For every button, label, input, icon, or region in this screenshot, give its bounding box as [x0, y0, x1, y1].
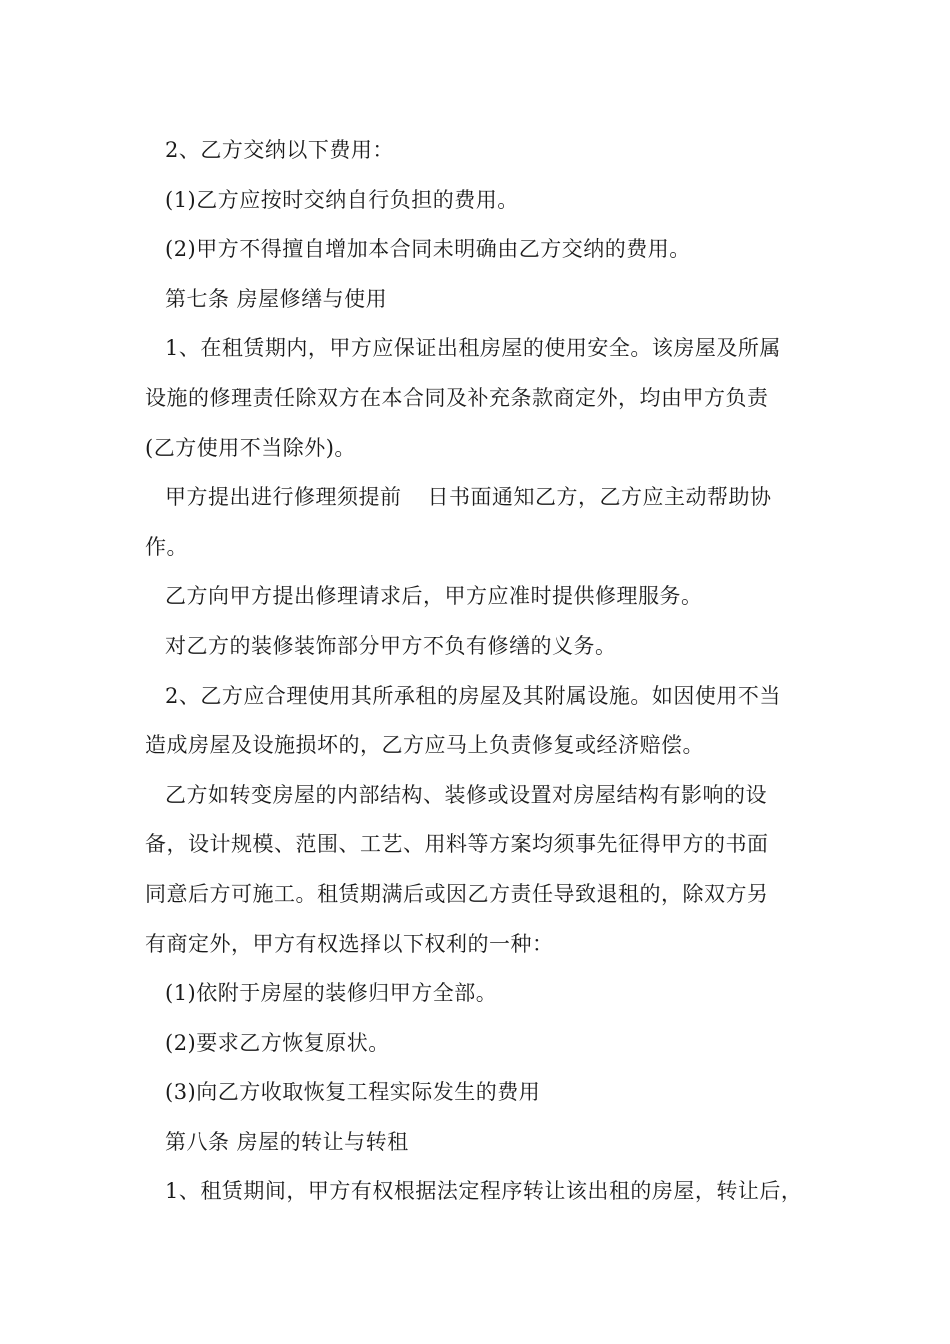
paragraph-repair-request: 乙方向甲方提出修理请求后，甲方应准时提供修理服务。	[165, 584, 703, 609]
paragraph-fee-sub-1: (1)乙方应按时交纳自行负担的费用。	[165, 187, 519, 212]
paragraph-option-3: (3)向乙方收取恢复工程实际发生的费用	[165, 1080, 541, 1105]
paragraph-structure-line-2: 备，设计规模、范围、工艺、用料等方案均须事先征得甲方的书面	[145, 832, 769, 857]
paragraph-option-1: (1)依附于房屋的装修归甲方全部。	[165, 981, 498, 1006]
paragraph-repair-notice-line-1	[145, 473, 825, 523]
paragraph-7-1-line-1: 1、在租赁期内，甲方应保证出租房屋的使用安全。该房屋及所属	[165, 336, 781, 361]
repair-notice-part-1: 甲方提出进行修理须提前	[165, 485, 402, 510]
repair-notice-part-2: 日书面通知乙方，乙方应主动帮助协	[427, 485, 772, 510]
paragraph-7-2-line-1: 2、乙方应合理使用其所承租的房屋及其附属设施。如因使用不当	[165, 683, 781, 708]
article-7-heading: 第七条 房屋修缮与使用	[165, 286, 388, 311]
paragraph-option-2: (2)要求乙方恢复原状。	[165, 1030, 390, 1055]
paragraph-decoration-duty: 对乙方的装修装饰部分甲方不负有修缮的义务。	[165, 633, 617, 658]
document-body	[145, 126, 825, 1217]
paragraph-structure-line-4: 有商定外，甲方有权选择以下权利的一种：	[145, 931, 554, 956]
paragraph-7-2-line-2: 造成房屋及设施损坏的，乙方应马上负责修复或经济赔偿。	[145, 733, 704, 758]
paragraph-structure-line-3: 同意后方可施工。租赁期满后或因乙方责任导致退租的，除双方另	[145, 881, 769, 906]
paragraph-fee-item-2: 2、乙方交纳以下费用：	[165, 138, 394, 162]
paragraph-fee-sub-2: (2)甲方不得擅自增加本合同未明确由乙方交纳的费用。	[165, 237, 691, 262]
paragraph-repair-notice-line-2: 作。	[145, 534, 188, 559]
article-8-heading: 第八条 房屋的转让与转租	[165, 1129, 409, 1154]
paragraph-structure-line-1: 乙方如转变房屋的内部结构、装修或设置对房屋结构有影响的设	[165, 782, 767, 807]
paragraph-7-1-line-2: 设施的修理责任除双方在本合同及补充条款商定外，均由甲方负责	[145, 385, 769, 410]
paragraph-7-1-line-3: (乙方使用不当除外)。	[145, 435, 356, 460]
paragraph-8-1-line-1: 1、租赁期间，甲方有权根据法定程序转让该出租的房屋，转让后，	[165, 1179, 803, 1204]
